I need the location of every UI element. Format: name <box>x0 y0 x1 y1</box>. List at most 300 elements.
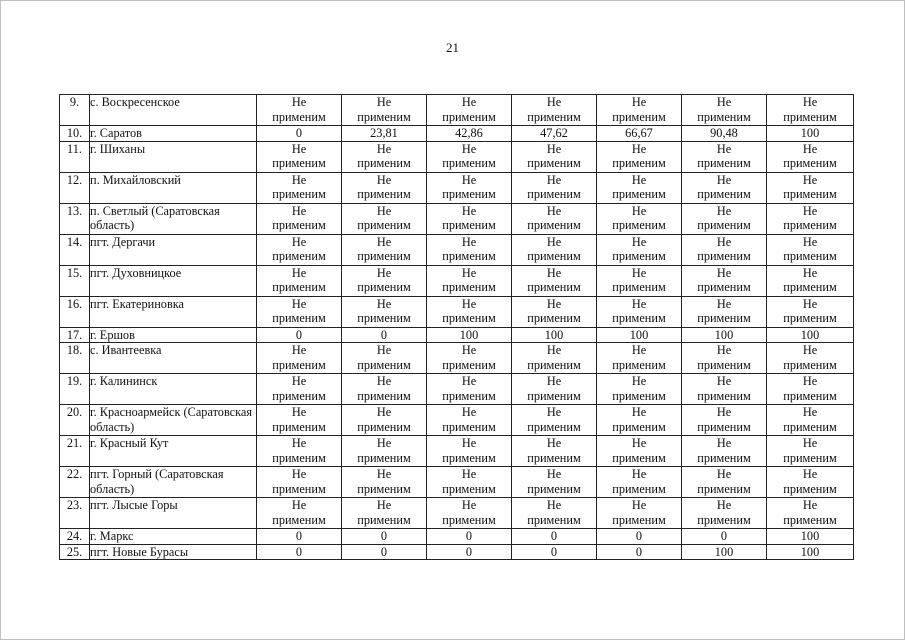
value-line: применим <box>697 481 751 496</box>
value-cell <box>597 172 682 203</box>
value-line: применим <box>442 311 496 325</box>
value-line: Не <box>376 374 392 388</box>
value-line: Не <box>461 436 477 450</box>
value-line: Не <box>376 467 392 481</box>
value-line: Не <box>376 343 392 357</box>
value-line: применим <box>442 357 496 372</box>
table-row <box>60 95 854 126</box>
value-cell <box>682 234 767 265</box>
value-line: применим <box>697 249 751 263</box>
value-line: применим <box>783 512 837 527</box>
value-line: применим <box>527 481 581 496</box>
value-line: Не <box>631 172 647 187</box>
value-line: применим <box>272 280 326 294</box>
value-line: применим <box>272 109 326 124</box>
value-cell: 0 <box>342 327 427 343</box>
value-line: Не <box>461 343 477 357</box>
value-line: применим <box>612 249 666 263</box>
table-row <box>60 327 854 343</box>
value-line: применим <box>527 311 581 325</box>
value-line: Не <box>802 405 818 419</box>
value-line: применим <box>272 450 326 465</box>
value-cell <box>512 141 597 172</box>
value-line: Не <box>291 95 307 109</box>
value-cell <box>767 436 854 467</box>
value-line: Не <box>461 141 477 156</box>
value-cell <box>767 296 854 327</box>
value-line: применим <box>783 187 837 201</box>
value-cell: 23,81 <box>342 126 427 142</box>
table-row <box>60 405 854 436</box>
value-cell <box>682 95 767 126</box>
row-number-cell: 20. <box>60 405 90 436</box>
value-cell <box>342 141 427 172</box>
value-line: Не <box>546 436 562 450</box>
value-line: Не <box>802 141 818 156</box>
value-line: Не <box>716 343 732 357</box>
value-line: применим <box>527 450 581 465</box>
value-cell <box>512 498 597 529</box>
value-line: Не <box>376 141 392 156</box>
value-cell <box>257 265 342 296</box>
value-line: Не <box>802 95 818 109</box>
value-cell <box>597 265 682 296</box>
value-line: Не <box>546 141 562 156</box>
value-line: Не <box>631 296 647 311</box>
value-cell: 100 <box>767 529 854 545</box>
row-number-cell: 15. <box>60 265 90 296</box>
value-line: применим <box>527 419 581 434</box>
settlement-name-cell: г. Шиханы <box>90 141 257 172</box>
value-cell <box>427 374 512 405</box>
value-line: применим <box>612 311 666 325</box>
value-line: применим <box>697 311 751 325</box>
value-cell <box>767 141 854 172</box>
value-cell <box>682 374 767 405</box>
value-cell <box>682 172 767 203</box>
value-cell <box>342 343 427 374</box>
value-cell: 42,86 <box>427 126 512 142</box>
value-cell <box>342 405 427 436</box>
value-cell: 0 <box>512 529 597 545</box>
table-row <box>60 172 854 203</box>
value-line: применим <box>697 388 751 403</box>
value-line: применим <box>783 419 837 434</box>
value-cell: 0 <box>512 544 597 560</box>
value-line: применим <box>527 187 581 201</box>
value-line: Не <box>291 374 307 388</box>
value-line: применим <box>357 249 411 263</box>
value-cell: 100 <box>427 327 512 343</box>
value-line: Не <box>376 234 392 249</box>
value-line: Не <box>802 203 818 218</box>
value-line: Не <box>546 95 562 109</box>
value-line: Не <box>631 436 647 450</box>
value-cell: 0 <box>342 529 427 545</box>
value-line: Не <box>716 467 732 481</box>
value-cell <box>427 141 512 172</box>
value-line: Не <box>461 296 477 311</box>
value-line: применим <box>272 156 326 170</box>
value-line: Не <box>716 265 732 280</box>
settlement-name-cell: г. Красный Кут <box>90 436 257 467</box>
table-body <box>60 95 854 560</box>
value-line: Не <box>546 405 562 419</box>
value-line: применим <box>783 450 837 465</box>
value-cell: 0 <box>427 529 512 545</box>
value-cell <box>427 95 512 126</box>
value-line: применим <box>442 109 496 124</box>
value-cell <box>512 172 597 203</box>
value-line: Не <box>631 498 647 512</box>
value-line: Не <box>716 498 732 512</box>
value-cell <box>512 343 597 374</box>
value-line: применим <box>783 388 837 403</box>
value-line: Не <box>631 95 647 109</box>
value-line: Не <box>716 141 732 156</box>
value-line: Не <box>802 265 818 280</box>
value-cell <box>767 265 854 296</box>
value-cell <box>682 405 767 436</box>
value-line: применим <box>357 450 411 465</box>
row-number-cell: 12. <box>60 172 90 203</box>
value-cell: 0 <box>597 544 682 560</box>
value-line: применим <box>357 156 411 170</box>
value-line: применим <box>783 311 837 325</box>
value-line: Не <box>461 405 477 419</box>
value-line: применим <box>357 187 411 201</box>
table-row <box>60 126 854 142</box>
value-line: Не <box>291 498 307 512</box>
row-number-cell: 13. <box>60 203 90 234</box>
value-line: Не <box>461 374 477 388</box>
value-line: применим <box>357 109 411 124</box>
value-cell <box>257 343 342 374</box>
value-line: применим <box>357 218 411 232</box>
value-cell <box>257 436 342 467</box>
value-cell <box>682 265 767 296</box>
value-line: применим <box>783 156 837 170</box>
value-line: применим <box>783 481 837 496</box>
value-line: Не <box>291 265 307 280</box>
value-line: Не <box>716 234 732 249</box>
value-line: применим <box>357 280 411 294</box>
value-line: Не <box>546 498 562 512</box>
value-line: применим <box>442 388 496 403</box>
value-line: применим <box>527 218 581 232</box>
value-cell <box>597 95 682 126</box>
value-cell <box>682 467 767 498</box>
value-cell <box>342 95 427 126</box>
row-number-cell: 14. <box>60 234 90 265</box>
value-cell <box>597 234 682 265</box>
table-row <box>60 265 854 296</box>
value-cell: 100 <box>767 327 854 343</box>
row-number-cell: 17. <box>60 327 90 343</box>
value-line: применим <box>272 249 326 263</box>
value-line: Не <box>802 436 818 450</box>
value-line: Не <box>461 234 477 249</box>
value-line: Не <box>376 172 392 187</box>
value-line: применим <box>527 280 581 294</box>
value-line: применим <box>612 280 666 294</box>
settlement-name-cell: пгт. Духовницкое <box>90 265 257 296</box>
settlement-name-cell: пгт. Новые Бурасы <box>90 544 257 560</box>
value-line: Не <box>461 498 477 512</box>
value-line: Не <box>631 343 647 357</box>
value-cell <box>597 141 682 172</box>
value-line: Не <box>802 467 818 481</box>
value-line: применим <box>783 357 837 372</box>
value-cell: 100 <box>682 544 767 560</box>
value-line: применим <box>442 512 496 527</box>
value-cell <box>597 405 682 436</box>
value-line: применим <box>612 450 666 465</box>
value-cell <box>682 296 767 327</box>
table-row <box>60 436 854 467</box>
value-cell <box>257 296 342 327</box>
row-number-cell: 23. <box>60 498 90 529</box>
value-line: применим <box>272 512 326 527</box>
value-cell <box>342 203 427 234</box>
value-cell <box>597 467 682 498</box>
value-cell <box>342 172 427 203</box>
value-line: применим <box>612 109 666 124</box>
value-cell: 100 <box>597 327 682 343</box>
value-cell <box>257 141 342 172</box>
value-line: применим <box>612 218 666 232</box>
value-line: Не <box>376 265 392 280</box>
value-line: применим <box>783 109 837 124</box>
value-cell <box>767 498 854 529</box>
value-cell: 47,62 <box>512 126 597 142</box>
value-cell <box>257 498 342 529</box>
value-line: Не <box>716 203 732 218</box>
value-cell <box>682 498 767 529</box>
value-cell: 0 <box>682 529 767 545</box>
value-cell <box>597 436 682 467</box>
settlement-name-cell: г. Саратов <box>90 126 257 142</box>
value-line: Не <box>802 172 818 187</box>
value-cell: 0 <box>427 544 512 560</box>
value-cell <box>512 405 597 436</box>
value-line: применим <box>357 311 411 325</box>
indicator-table <box>59 94 854 560</box>
row-number-cell: 25. <box>60 544 90 560</box>
value-cell <box>342 436 427 467</box>
value-cell: 90,48 <box>682 126 767 142</box>
value-cell <box>767 374 854 405</box>
value-line: Не <box>802 296 818 311</box>
value-cell <box>427 436 512 467</box>
value-line: применим <box>697 357 751 372</box>
value-cell <box>597 498 682 529</box>
value-line: применим <box>272 187 326 201</box>
value-cell <box>767 95 854 126</box>
value-line: Не <box>376 436 392 450</box>
value-line: применим <box>612 419 666 434</box>
value-cell <box>342 498 427 529</box>
table-row <box>60 374 854 405</box>
row-number-cell: 21. <box>60 436 90 467</box>
value-cell <box>682 203 767 234</box>
value-cell <box>512 95 597 126</box>
value-line: применим <box>527 512 581 527</box>
value-line: применим <box>357 357 411 372</box>
settlement-name-cell: г. Маркс <box>90 529 257 545</box>
value-line: Не <box>716 296 732 311</box>
value-cell: 100 <box>512 327 597 343</box>
value-cell: 0 <box>257 529 342 545</box>
value-line: Не <box>461 172 477 187</box>
value-line: применим <box>527 357 581 372</box>
row-number-cell: 24. <box>60 529 90 545</box>
value-line: применим <box>527 109 581 124</box>
table-row <box>60 529 854 545</box>
value-cell <box>427 343 512 374</box>
table-row <box>60 467 854 498</box>
value-line: применим <box>442 218 496 232</box>
table-row <box>60 203 854 234</box>
value-line: Не <box>291 203 307 218</box>
value-line: Не <box>291 141 307 156</box>
value-cell: 0 <box>257 126 342 142</box>
value-cell <box>597 374 682 405</box>
value-line: применим <box>272 388 326 403</box>
value-line: применим <box>357 388 411 403</box>
value-line: применим <box>783 249 837 263</box>
value-line: применим <box>612 187 666 201</box>
table-row <box>60 296 854 327</box>
value-line: Не <box>802 498 818 512</box>
value-line: Не <box>461 265 477 280</box>
value-line: применим <box>527 156 581 170</box>
value-cell: 100 <box>682 327 767 343</box>
value-line: Не <box>631 265 647 280</box>
value-line: Не <box>291 296 307 311</box>
value-line: Не <box>546 234 562 249</box>
value-line: применим <box>357 512 411 527</box>
value-cell: 0 <box>597 529 682 545</box>
settlement-name-cell: пгт. Дергачи <box>90 234 257 265</box>
value-line: Не <box>461 203 477 218</box>
value-cell <box>257 203 342 234</box>
row-number-cell: 11. <box>60 141 90 172</box>
value-line: Не <box>461 467 477 481</box>
value-line: Не <box>546 343 562 357</box>
value-line: применим <box>612 388 666 403</box>
table-row <box>60 343 854 374</box>
value-cell <box>257 467 342 498</box>
value-line: применим <box>442 187 496 201</box>
value-cell: 0 <box>257 327 342 343</box>
value-line: Не <box>716 172 732 187</box>
value-line: применим <box>357 419 411 434</box>
value-cell <box>597 203 682 234</box>
value-line: применим <box>697 109 751 124</box>
value-line: применим <box>612 512 666 527</box>
value-cell <box>512 234 597 265</box>
value-line: Не <box>631 141 647 156</box>
value-line: Не <box>546 374 562 388</box>
settlement-name-cell: с. Воскресенское <box>90 95 257 126</box>
value-line: Не <box>291 343 307 357</box>
value-line: Не <box>802 374 818 388</box>
table-row <box>60 234 854 265</box>
value-cell <box>767 405 854 436</box>
value-line: Не <box>802 343 818 357</box>
value-line: Не <box>291 436 307 450</box>
value-cell <box>342 296 427 327</box>
value-cell <box>257 405 342 436</box>
value-cell <box>342 234 427 265</box>
value-cell <box>342 467 427 498</box>
value-cell <box>512 296 597 327</box>
settlement-name-cell: г. Красноармейск (Саратовская область) <box>90 405 257 436</box>
value-cell <box>682 141 767 172</box>
value-line: Не <box>716 374 732 388</box>
value-cell <box>512 467 597 498</box>
value-cell <box>427 203 512 234</box>
settlement-name-cell: с. Ивантеевка <box>90 343 257 374</box>
value-cell <box>427 265 512 296</box>
value-line: применим <box>527 249 581 263</box>
value-line: применим <box>697 156 751 170</box>
row-number-cell: 22. <box>60 467 90 498</box>
value-cell <box>512 203 597 234</box>
table-row <box>60 141 854 172</box>
value-cell <box>767 234 854 265</box>
value-line: применим <box>272 357 326 372</box>
value-line: применим <box>783 280 837 294</box>
settlement-name-cell: пгт. Горный (Саратовская область) <box>90 467 257 498</box>
value-cell <box>257 95 342 126</box>
value-cell: 0 <box>342 544 427 560</box>
page-number: 21 <box>446 40 459 55</box>
row-number-cell: 10. <box>60 126 90 142</box>
value-line: Не <box>461 95 477 109</box>
value-line: Не <box>291 234 307 249</box>
value-cell <box>512 374 597 405</box>
value-line: применим <box>697 218 751 232</box>
settlement-name-cell: п. Светлый (Саратовская область) <box>90 203 257 234</box>
settlement-name-cell: г. Ершов <box>90 327 257 343</box>
value-line: Не <box>631 234 647 249</box>
value-line: применим <box>442 280 496 294</box>
value-cell <box>597 296 682 327</box>
value-cell <box>427 234 512 265</box>
value-cell <box>767 343 854 374</box>
value-line: Не <box>546 296 562 311</box>
table-row <box>60 544 854 560</box>
value-cell <box>257 374 342 405</box>
value-cell <box>427 467 512 498</box>
value-line: Не <box>291 467 307 481</box>
value-line: применим <box>612 481 666 496</box>
value-cell <box>257 172 342 203</box>
value-cell <box>597 343 682 374</box>
value-line: применим <box>442 156 496 170</box>
row-number-cell: 18. <box>60 343 90 374</box>
value-cell <box>512 436 597 467</box>
value-cell: 100 <box>767 126 854 142</box>
settlement-name-cell: п. Михайловский <box>90 172 257 203</box>
value-line: Не <box>376 203 392 218</box>
value-line: Не <box>546 172 562 187</box>
value-line: применим <box>272 481 326 496</box>
value-line: применим <box>442 419 496 434</box>
value-line: применим <box>697 419 751 434</box>
